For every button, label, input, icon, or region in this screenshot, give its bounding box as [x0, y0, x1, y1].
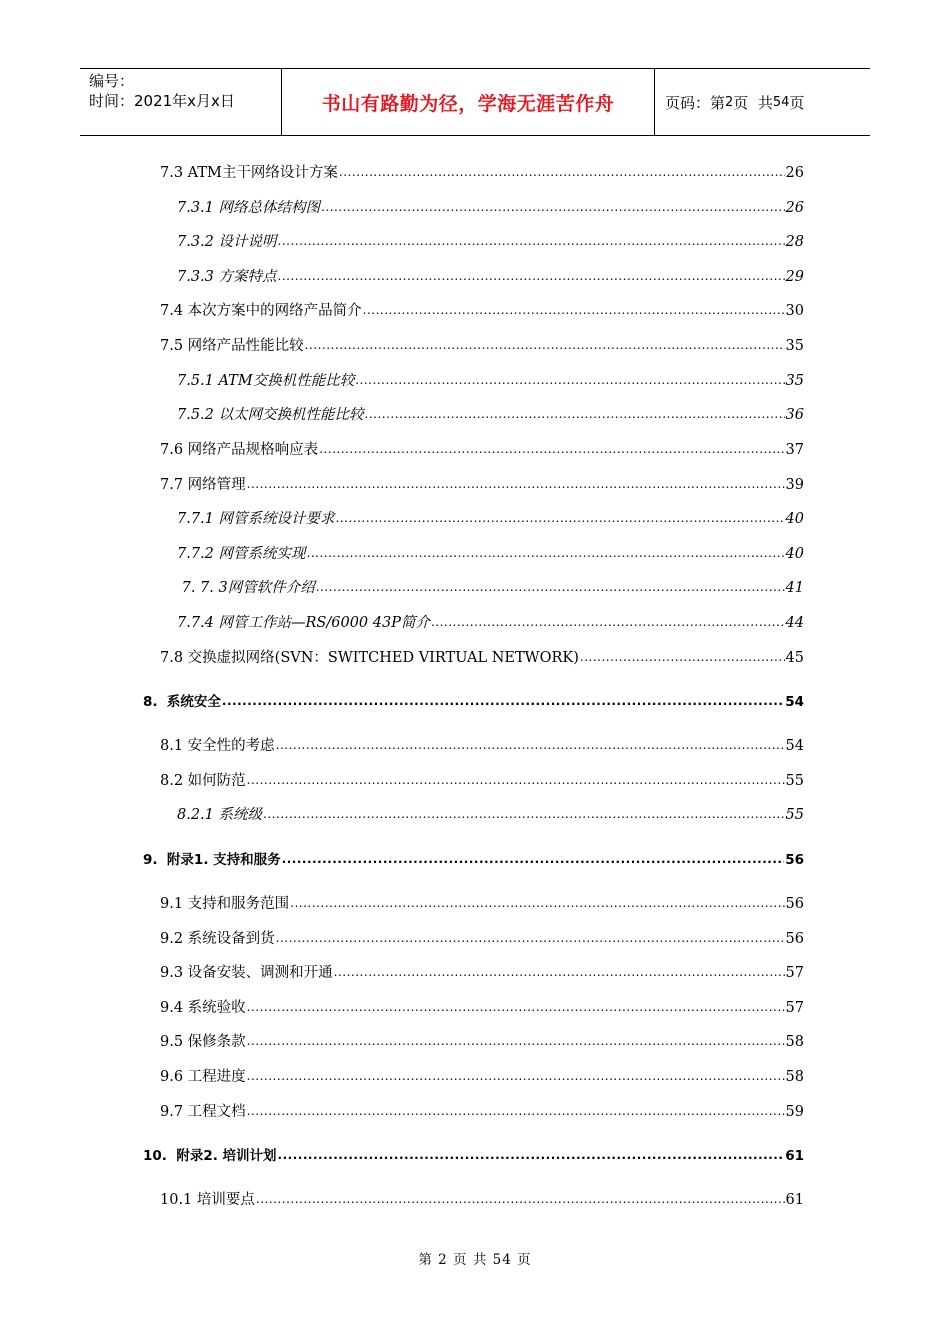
toc-leader-dots — [363, 302, 785, 318]
toc-entry-page: 55 — [785, 807, 804, 823]
toc-entry-page: 28 — [785, 234, 804, 250]
toc-entry[interactable] — [160, 473, 804, 493]
toc-entry-title: 7.3 ATM主干网络设计方案 — [160, 165, 338, 181]
toc-leader-dots — [278, 268, 785, 284]
toc-entry[interactable] — [177, 196, 804, 216]
toc-entry-title: 7.5.1 ATM交换机性能比较 — [177, 373, 355, 389]
toc-entry-title: 9.7 工程文档 — [160, 1104, 246, 1120]
toc-leader-dots — [247, 476, 785, 492]
toc-entry-page: 54 — [785, 694, 804, 710]
toc-entry[interactable] — [143, 848, 804, 868]
toc-entry-page: 45 — [785, 650, 804, 666]
toc-entry-title: 9.3 设备安装、调测和开通 — [160, 965, 333, 981]
toc-entry-title: 9.6 工程进度 — [160, 1069, 246, 1085]
toc-leader-dots — [305, 337, 785, 353]
header-meta — [80, 69, 281, 135]
toc-leader-dots — [316, 579, 785, 595]
toc-entry-title: 8. 系统安全 — [143, 694, 221, 710]
toc-entry[interactable] — [160, 161, 804, 181]
toc-entry-title: 7.3.1 网络总体结构图 — [177, 200, 321, 216]
toc-entry-page: 61 — [785, 1192, 804, 1208]
toc-entry[interactable] — [160, 892, 804, 912]
toc-entry[interactable] — [177, 369, 804, 389]
toc-entry-title: 7. 7. 3网管软件介绍 — [177, 580, 315, 596]
toc-entry-title: 8.2 如何防范 — [160, 773, 246, 789]
toc-entry[interactable] — [143, 690, 804, 710]
toc-entry-title: 7.7 网络管理 — [160, 477, 246, 493]
toc-leader-dots — [278, 233, 785, 249]
toc-leader-dots — [247, 1068, 785, 1084]
toc-leader-dots — [263, 806, 785, 822]
toc-entry-title: 7.7.2 网管系统实现 — [177, 546, 306, 562]
toc-entry[interactable] — [177, 611, 804, 631]
toc-entry[interactable] — [160, 1030, 804, 1050]
toc-entry-page: 56 — [785, 852, 804, 868]
toc-entry-page: 57 — [785, 965, 804, 981]
toc-entry[interactable] — [177, 230, 804, 250]
page-header — [80, 68, 870, 136]
toc-entry-page: 35 — [785, 338, 804, 354]
page-total: 54 — [772, 94, 790, 110]
toc-leader-dots — [355, 372, 784, 388]
page-prefix: 页码：第 — [665, 93, 726, 112]
toc-entry-page: 56 — [785, 896, 804, 912]
header-motto: 书山有路勤为径，学海无涯苦作舟 — [321, 92, 615, 115]
toc-entry-page: 55 — [785, 773, 804, 789]
toc-leader-dots — [319, 441, 784, 457]
toc-leader-dots — [580, 649, 785, 665]
page-number: 2 — [725, 94, 734, 110]
toc-entry-title: 8.2.1 系统级 — [177, 807, 263, 823]
toc-entry-title: 7.4 本次方案中的网络产品简介 — [160, 303, 362, 319]
toc-leader-dots — [247, 1033, 785, 1049]
toc-entry-title: 9.4 系统验收 — [160, 1000, 246, 1016]
toc-entry-title: 7.5 网络产品性能比较 — [160, 338, 304, 354]
serial-label: 编号： — [89, 72, 135, 90]
toc-entry-page: 40 — [785, 546, 804, 562]
toc-entry-title: 10. 附录2. 培训计划 — [143, 1148, 277, 1164]
toc-leader-dots — [222, 693, 784, 709]
toc-entry-page: 59 — [785, 1104, 804, 1120]
toc-leader-dots — [365, 406, 785, 422]
toc-entry-page: 36 — [785, 407, 804, 423]
toc-entry[interactable] — [160, 1065, 804, 1085]
toc-entry-page: 35 — [785, 373, 804, 389]
toc-entry-title: 10.1 培训要点 — [160, 1192, 255, 1208]
toc-entry[interactable] — [160, 438, 804, 458]
toc-entry-page: 61 — [785, 1148, 804, 1164]
toc-entry[interactable] — [160, 734, 804, 754]
toc-entry-title: 7.5.2 以太网交换机性能比较 — [177, 407, 364, 423]
toc-entry-title: 8.1 安全性的考虑 — [160, 738, 275, 754]
toc-entry[interactable] — [177, 542, 804, 562]
toc-leader-dots — [431, 614, 785, 630]
toc-entry[interactable] — [143, 1144, 804, 1164]
toc-leader-dots — [282, 851, 785, 867]
toc-entry-page: 39 — [785, 477, 804, 493]
toc-entry-page: 44 — [785, 615, 804, 631]
toc-entry-title: 9.1 支持和服务范围 — [160, 896, 290, 912]
toc-entry[interactable] — [160, 961, 804, 981]
toc-entry[interactable] — [177, 576, 804, 596]
toc-entry-page: 58 — [785, 1034, 804, 1050]
toc-leader-dots — [307, 545, 785, 561]
toc-entry[interactable] — [160, 1188, 804, 1208]
toc-entry-page: 29 — [785, 269, 804, 285]
toc-leader-dots — [321, 199, 785, 215]
page-mid: 页 共 — [733, 93, 773, 112]
toc-entry-title: 7.3.2 设计说明 — [177, 234, 277, 250]
toc-entry-title: 7.3.3 方案特点 — [177, 269, 277, 285]
toc-entry-title: 9.2 系统设备到货 — [160, 931, 275, 947]
toc-entry-page: 58 — [785, 1069, 804, 1085]
toc-entry[interactable] — [177, 265, 804, 285]
toc-entry-title: 7.7.1 网管系统设计要求 — [177, 511, 335, 527]
toc-entry[interactable] — [177, 803, 804, 823]
toc-entry-page: 54 — [785, 738, 804, 754]
toc-entry-page: 30 — [785, 303, 804, 319]
toc-entry-title: 7.7.4 网管工作站—RS/6000 43P简介 — [177, 615, 430, 631]
date-label: 时间：2021年x月x日 — [89, 92, 235, 110]
page-suffix: 页 — [789, 93, 805, 112]
toc-entry[interactable] — [160, 769, 804, 789]
toc-entry-title: 7.8 交换虚拟网络(SVN：SWITCHED VIRTUAL NETWORK) — [160, 650, 579, 666]
toc-entry-title: 9. 附录1. 支持和服务 — [143, 852, 281, 868]
toc-entry-page: 41 — [785, 580, 804, 596]
toc-entry[interactable] — [160, 299, 804, 319]
header-page-info — [655, 69, 870, 135]
toc-leader-dots — [334, 964, 785, 980]
toc-entry[interactable] — [160, 1100, 804, 1120]
toc-entry-page: 26 — [785, 165, 804, 181]
toc-leader-dots — [276, 737, 785, 753]
toc-leader-dots — [247, 1103, 785, 1119]
page-footer: 第 2 页 共 54 页 — [418, 1252, 532, 1268]
toc-entry[interactable] — [160, 927, 804, 947]
toc-entry[interactable] — [160, 334, 804, 354]
toc-entry[interactable] — [160, 646, 804, 666]
toc-entry-page: 57 — [785, 1000, 804, 1016]
toc-leader-dots — [276, 930, 785, 946]
toc-entry[interactable] — [160, 996, 804, 1016]
toc-entry-page: 56 — [785, 931, 804, 947]
header-motto-cell — [281, 69, 655, 135]
toc-leader-dots — [256, 1191, 785, 1207]
toc-entry[interactable] — [177, 403, 804, 423]
toc-entry[interactable] — [177, 507, 804, 527]
toc-leader-dots — [247, 772, 785, 788]
toc-leader-dots — [336, 510, 785, 526]
toc-entry-page: 37 — [785, 442, 804, 458]
toc-entry-page: 26 — [785, 200, 804, 216]
toc-entry-page: 40 — [785, 511, 804, 527]
toc-entry-title: 7.6 网络产品规格响应表 — [160, 442, 319, 458]
toc-leader-dots — [247, 999, 785, 1015]
toc-leader-dots — [290, 895, 784, 911]
toc-leader-dots — [278, 1147, 785, 1163]
toc-leader-dots — [339, 164, 785, 180]
toc-entry-title: 9.5 保修条款 — [160, 1034, 246, 1050]
